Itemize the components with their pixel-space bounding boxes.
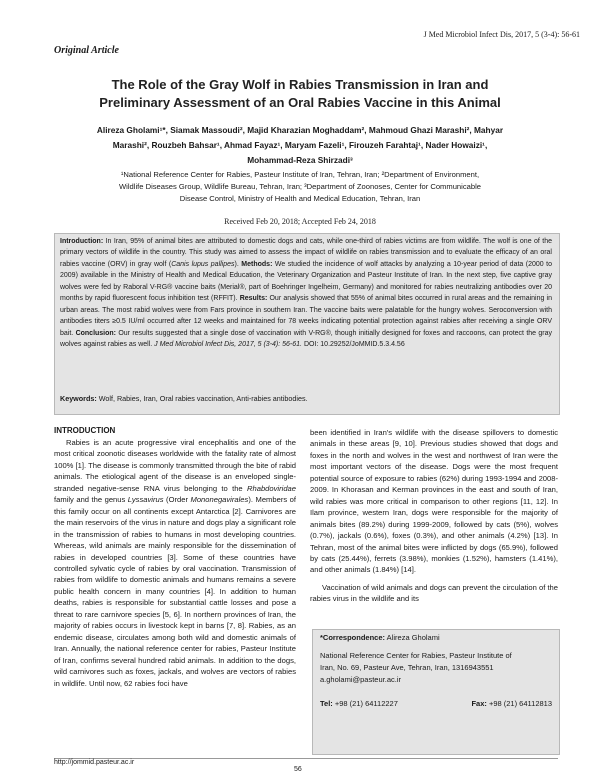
- left-text-b: family and the genus: [54, 495, 128, 505]
- right-column: [310, 427, 558, 605]
- abstract-conclusion-text: Our results suggested that a single dose of vaccination with V-RG®, though initially designed for foxes and raccoons, can protect the gray wolves against rabies as well.: [60, 329, 552, 349]
- corr-phone-row: [320, 698, 552, 710]
- affil-line-1: ¹National Reference Center for Rabies, Pasteur Institute of Iran, Tehran, Iran; ²Department of Environment,: [120, 170, 480, 179]
- authors-line-3: Mohammad-Reza Shirzadi³: [247, 155, 353, 165]
- left-text-a: Rabies is an acute progressive viral encephalitis and one of the most critical zoonotic diseases worldwide with the fatality rate of almost 100% [1]. The disease is commonly transmitted through the bite of rabid animals. The etiological agent of the disease is an enveloped single-stranded negative-sense RNA virus belonging to the: [54, 438, 296, 493]
- authors-line-1: Alireza Gholami¹*, Siamak Massoudi², Majid Kharazian Moghaddam², Mahmoud Ghazi Marashi², Mahyar: [96, 125, 504, 135]
- genus-name: Lyssavirus: [127, 495, 164, 505]
- corr-heading: [320, 632, 552, 644]
- left-text-c: (Order: [163, 495, 191, 505]
- received-dates: Received Feb 20, 2018; Accepted Feb 24, 2018: [224, 217, 376, 226]
- title-line-2: Preliminary Assessment of an Oral Rabies Vaccine in this Animal: [99, 95, 501, 110]
- corr-email[interactable]: a.gholami@pasteur.ac.ir: [320, 675, 401, 684]
- tel-label: Tel:: [320, 699, 333, 708]
- abstract-intro-text: In Iran, 95% of animal bites are attributed to domestic dogs and cats, while one-third of rabies victims are from wildlife. The wolf is one of the primary vectors of wildlife in the country. This study was aimed to assess the impact of wildlife on rabies transmission and to evaluate the efficacy of an oral rabies vaccine (ORV) in gray wolf (: [60, 238, 552, 268]
- correspondence: [320, 632, 552, 710]
- affil-line-3: Disease Control, Ministry of Health and Medical Education, Tehran, Iran: [179, 194, 421, 203]
- abstract-methods-label: Methods:: [241, 260, 273, 268]
- corr-label: *Correspondence:: [320, 633, 386, 642]
- journal-citation: J Med Microbiol Infect Dis, 2017, 5 (3-4): 56-61: [423, 30, 580, 39]
- affil-line-2: Wildlife Diseases Group, Wildlife Bureau, Tehran, Iran; ³Department of Zoonoses, Center for Communicable: [119, 182, 481, 191]
- abstract-doi[interactable]: DOI: 10.29252/JoMMID.5.3.4.56: [302, 341, 405, 349]
- corr-tel: [320, 698, 398, 710]
- abstract-species: Canis lupus pallipes: [171, 260, 235, 268]
- corr-address-2: Iran, No. 69, Pasteur Ave, Tehran, Iran, 1316943551: [320, 663, 494, 672]
- abstract: [60, 236, 552, 351]
- left-column: [54, 437, 296, 689]
- keywords-text: Wolf, Rabies, Iran, Oral rabies vaccination, Anti-rabies antibodies.: [96, 394, 308, 403]
- keywords: [60, 394, 552, 403]
- right-paragraph-2: Vaccination of wild animals and dogs can prevent the circulation of the rabies virus in the wildlife and its: [310, 582, 558, 604]
- title-line-1: The Role of the Gray Wolf in Rabies Transmission in Iran and: [111, 77, 489, 92]
- right-paragraph-1: been identified in Iran's wildlife with the disease spillovers to domestic animals in these areas [9, 10]. Previous studies showed that dogs and foxes in the north and wolves in the west and northwest of Iran were the most important vectors of the disease. Dogs were the most frequent potential source of exposure to rabies (62%) during 1993-1994 and 2008-2009. In Khorasan and Kerman provinces in the east and south of Iran, wild rabies was more critical in comparison to other regions [11, 12]. In Ilam province, western Iran, dogs were responsible for the majority of animals bites (89.2%) during 1999-2009, followed by cats (5%), wolves (0.7%), jackals (0.6%), foxes (0.3%), and other animals (4.2%) [13]. In Tehran, most of the animal bites were inflicted by dogs (65.9%), followed by cats (25.44%), ferrets (3.98%), monkies (1.52%), hamsters (1.41%), and other animals (1.84%) [14].: [310, 428, 558, 575]
- left-paragraph: [54, 437, 296, 689]
- corr-name: Alireza Gholami: [385, 633, 440, 642]
- abstract-methods-text: We studied the incidence of wolf attacks by analyzing a 10-year period of data (2000 to 2009) available in the Ministry of Health and Medical Education, the Veterinary Organization and Pasteur Institute of Iran. In the next step, five captive gray wolves were fed by Raboral V-RG® vaccine baits (Merial®, part of Boehringer Ingelheim, Germany) and monitored for rabies neutralizing antibodies over 20 months by rapid fluorescent focus inhibition test (RFFIT).: [60, 260, 552, 303]
- paper-title: [40, 76, 560, 112]
- corr-address-1: National Reference Center for Rabies, Pasteur Institute of: [320, 651, 512, 660]
- affiliations: [60, 169, 540, 205]
- abstract-results-label: Results:: [239, 295, 268, 303]
- abstract-conclusion-label: Conclusion:: [75, 329, 117, 337]
- tel-number: +98 (21) 64112227: [332, 699, 398, 708]
- fax-number: +98 (21) 64112813: [486, 699, 552, 708]
- page-number: 56: [294, 766, 302, 773]
- fax-label: Fax:: [471, 699, 487, 708]
- article-type: Original Article: [54, 45, 119, 56]
- left-text-d: ). Members of this family occur on all continents except Antarctica [2]. Carnivores are the main reservoirs of the virus in nature and dogs play a significant role in the transmission of rabies to humans in most developing countries. Whereas, wild animals are mainly responsible for the dissemination of rabies in developed countries [3]. Some of these countries have controlled sylvatic cycle of rabies by oral vaccination. Transmission of rabies from wildlife to domestic animals and humans remains a severe public health concern in many countries [4]. In addition to human deaths, rabies is responsible for substantial cattle losses and pose a threat to rare carnivore species [5, 6]. In northern provinces of Iran, the majority of rabies occurs in livestock kept in barns [7, 8]. Rabies, as an endemic disease, circulates among both wild and domestic animals of Iran. Annually, the national reference center for rabies, Pasteur Institute of Iran, confirms several hundred rabid animals. In addition to the dogs, wild carnivores such as foxes, jackals, and wolves are vectors of rabies in wildlife. Until now, 62 rabies foci have: [54, 495, 296, 688]
- abstract-intro-label: Introduction:: [60, 238, 104, 245]
- footer-url[interactable]: http://jommid.pasteur.ac.ir: [54, 759, 135, 766]
- author-list: [48, 123, 552, 168]
- introduction-heading: INTRODUCTION: [54, 426, 116, 435]
- abstract-results-text: Our analysis showed that 55% of animal bites occurred in rural areas and the remaining in urban areas. The most rabid wolves were from Fars province in southern Iran. The vaccine baits were palatable for the hungry wolves. Seroconversion with antibodies titers ≥0.5 IU/ml occurred after 12 weeks and maintained for 78 weeks indicating potential protection against rabies after receiving a single ORV bait.: [60, 295, 552, 337]
- authors-line-2: Marashi², Rouzbeh Bahsar¹, Ahmad Fayaz¹, Maryam Fazeli¹, Firouzeh Farahtaj¹, Nader Howaizi¹,: [112, 140, 488, 150]
- family-name: Rhabdoviridae: [247, 483, 296, 493]
- order-name: Mononegavirales: [190, 495, 249, 505]
- abstract-citation: J Med Microbiol Infect Dis, 2017, 5 (3-4): 56-61.: [154, 341, 302, 349]
- keywords-label: Keywords:: [60, 394, 97, 403]
- corr-fax: [471, 698, 552, 710]
- abstract-intro-end: ).: [234, 260, 242, 268]
